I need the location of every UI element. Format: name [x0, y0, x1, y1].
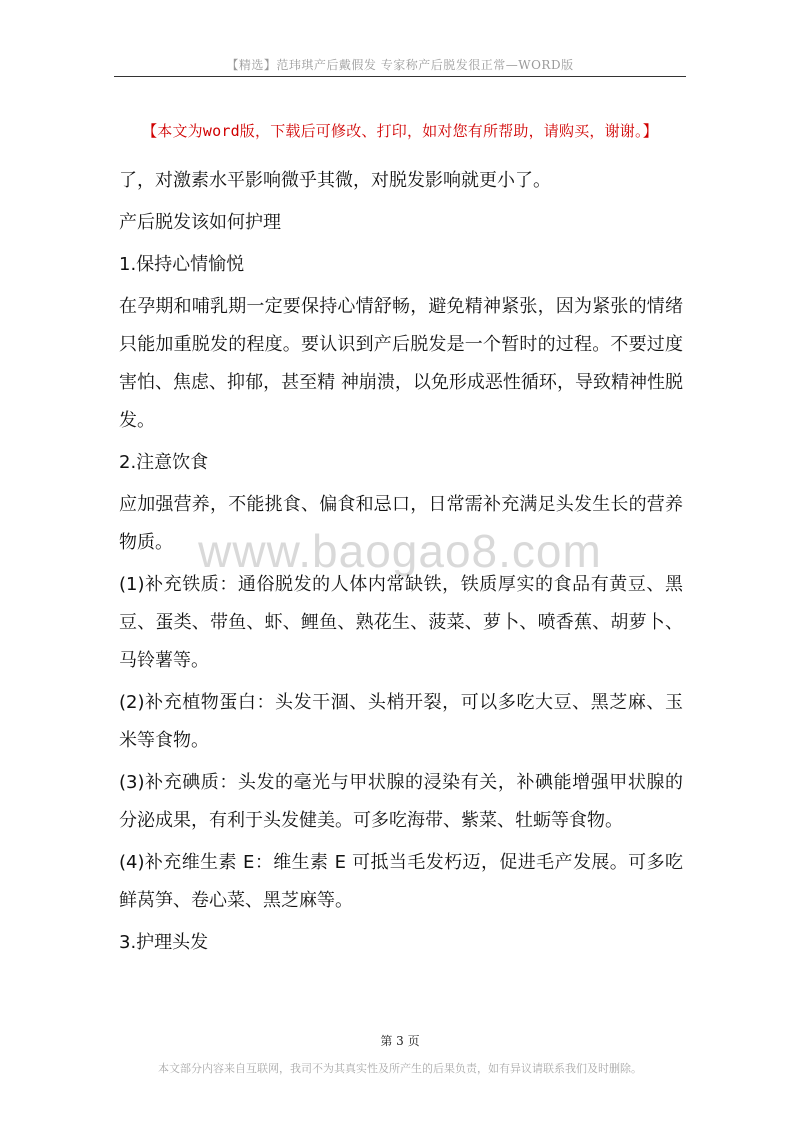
- paragraph: 在孕期和哺乳期一定要保持心情舒畅，避免精神紧张，因为紧张的情绪只能加重脱发的程度。要认识到产后脱发是一个暂时的过程。不要过度害怕、焦虑、抑郁，甚至精 神崩溃，以免形成恶性循环，导致精神性脱发。: [119, 296, 683, 431]
- header-divider: [114, 76, 686, 77]
- list-item: (1)补充铁质：通俗脱发的人体内常缺铁，铁质厚实的食品有黄豆、黑豆、蛋类、带鱼、虾、鲤鱼、熟花生、菠菜、萝卜、喷香蕉、胡萝卜、马铃薯等。: [119, 574, 683, 671]
- watermark: www.baogao8.com: [198, 525, 602, 577]
- list-item: (2)补充植物蛋白：头发干涸、头梢开裂，可以多吃大豆、黑芝麻、玉米等食物。: [119, 692, 683, 751]
- paragraph: 了，对激素水平影响微乎其微，对脱发影响就更小了。: [119, 170, 551, 191]
- list-item: (4)补充维生素 E：维生素 E 可抵当毛发朽迈，促进毛产发展。可多吃鲜莴笋、卷心菜、黑芝麻等。: [119, 852, 683, 911]
- paragraph: 应加强营养，不能挑食、偏食和忌口，日常需补充满足头发生长的营养物质。: [119, 494, 683, 553]
- page-footer: 本文部分内容来自互联网，我司不为其真实性及所产生的后果负责，如有异议请联系我们及时删除。: [158, 1062, 642, 1075]
- list-item: (3)补充碘质：头发的毫光与甲状腺的浸染有关，补碘能增强甲状腺的分泌成果，有利于头发健美。可多吃海带、紫菜、牡蛎等食物。: [119, 772, 683, 831]
- download-notice: 【本文为word版，下载后可修改、打印，如对您有所帮助，请购买，谢谢。】: [142, 122, 658, 140]
- page-header: 【精选】范玮琪产后戴假发 专家称产后脱发很正常—WORD版: [226, 58, 574, 72]
- page-number: 第 3 页: [380, 1034, 420, 1048]
- subsection-heading: 2.注意饮食: [119, 452, 209, 473]
- subsection-heading: 3.护理头发: [119, 932, 209, 953]
- document-body: [119, 162, 683, 966]
- subsection-heading: 1.保持心情愉悦: [119, 254, 245, 275]
- section-heading: 产后脱发该如何护理: [119, 212, 281, 233]
